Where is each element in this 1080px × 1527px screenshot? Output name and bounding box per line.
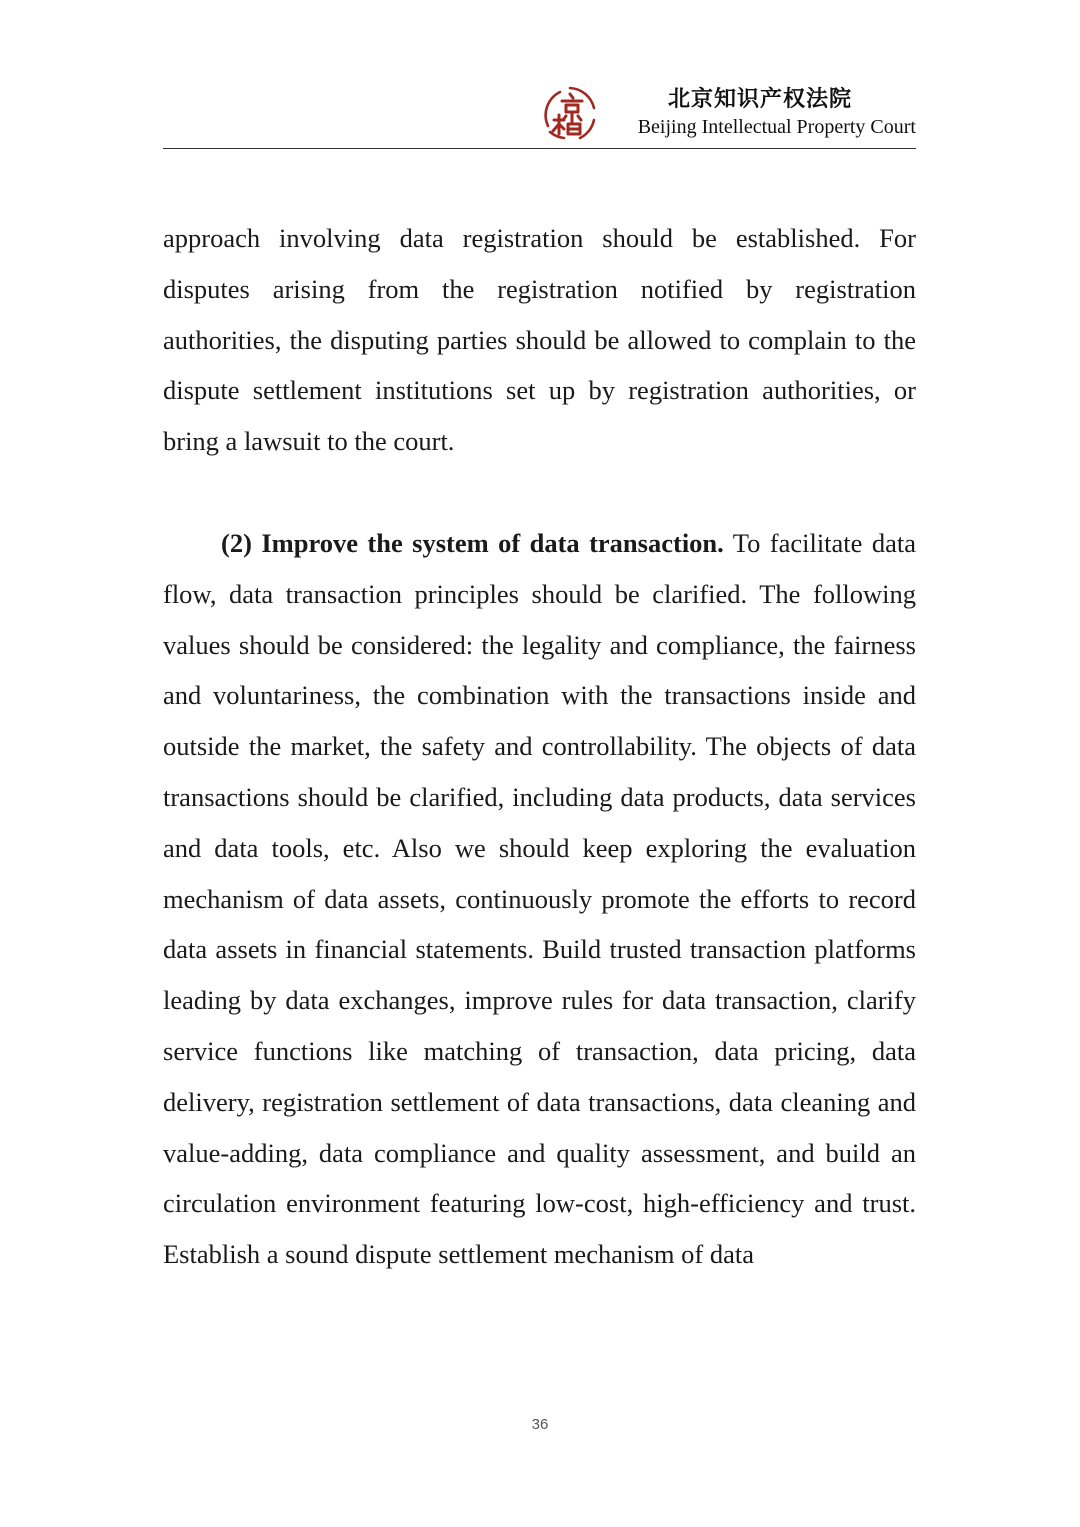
page-number: 36 xyxy=(531,1416,549,1433)
document-body xyxy=(163,213,916,1280)
court-name-english: Beijing Intellectual Property Court xyxy=(637,116,916,138)
paragraph-registration: approach involving data registration should be established. For disputes arising from the registration notified by registration authorities, the disputing parties should be allowed to complain to the dispute settlement institutions set up by registration authorities, or bring a lawsuit to the court. xyxy=(163,223,916,457)
court-seal-icon xyxy=(540,82,602,144)
page-header xyxy=(163,72,916,149)
paragraph-text: To facilitate data flow, data transaction principles should be clarified. The following values should be considered: the legality and compliance, the fairness and voluntariness, the combination with the transactions inside and outside the market, the safety and controllability. The objects of data transactions should be clarified, including data products, data services and data tools, etc. Also we should keep exploring the evaluation mechanism of data assets, continuously promote the efforts to record data assets in financial statements. Build trusted transaction platforms leading by data exchanges, improve rules for data transaction, clarify service functions like matching of transaction, data pricing, data delivery, registration settlement of data transactions, data cleaning and value-adding, data compliance and quality assessment, and build an circulation environment featuring low-cost, high-efficiency and trust. Establish a sound dispute settlement mechanism of data xyxy=(163,527,916,1270)
court-name-chinese: 北京知识产权法院 xyxy=(667,87,852,112)
section-heading: (2) Improve the system of data transaction. xyxy=(221,527,724,558)
paragraph-data-transaction xyxy=(163,518,916,1280)
